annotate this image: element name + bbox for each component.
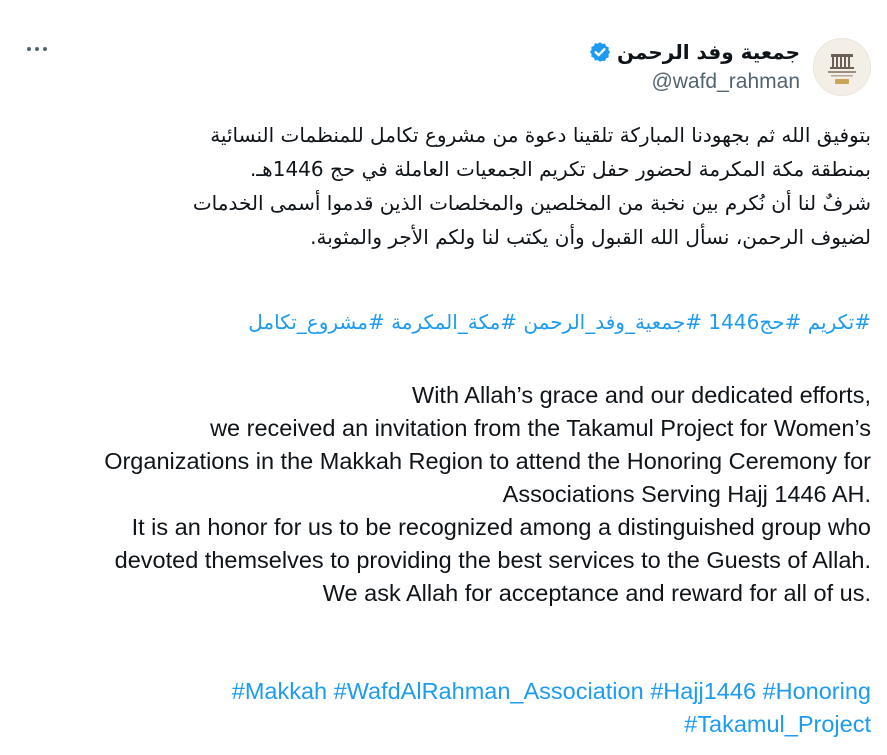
more-dot (43, 47, 47, 51)
post-text-english (21, 379, 871, 610)
display-name[interactable]: جمعية وفد الرحمن (616, 40, 800, 64)
more-dot (35, 47, 39, 51)
hashtag-link[interactable]: #مشروع_تكامل (248, 310, 385, 334)
hashtag-link[interactable]: #مكة_المكرمة (391, 310, 518, 334)
hashtag-link[interactable]: #Takamul_Project (684, 711, 871, 737)
text-line: بمنطقة مكة المكرمة لحضور حفل تكريم الجمعيات العاملة في حج 1446هـ. (249, 157, 871, 181)
arabic-hashtags (21, 305, 871, 339)
text-line: لضيوف الرحمن، نسأل الله القبول وأن يكتب لنا ولكم الأجر والمثوبة. (310, 225, 871, 249)
verified-badge-icon (589, 41, 611, 63)
display-name-row (589, 38, 800, 66)
more-options-button[interactable] (22, 38, 52, 60)
author-names (589, 38, 800, 96)
text-line: With Allah’s grace and our dedicated efforts, (412, 382, 871, 408)
text-line: It is an honor for us to be recognized among a distinguished group who (131, 514, 871, 540)
association-logo (814, 39, 870, 95)
english-hashtags (21, 675, 871, 741)
post-text-arabic (21, 118, 871, 254)
avatar[interactable] (813, 38, 871, 96)
hashtag-link[interactable]: #تكريم (807, 310, 871, 334)
text-line: بتوفيق الله ثم بجهودنا المباركة تلقينا دعوة من مشروع تكامل للمنظمات النسائية (210, 123, 871, 147)
text-line: we received an invitation from the Takamul Project for Women’s (210, 415, 871, 441)
handle[interactable]: @wafd_rahman (651, 70, 800, 93)
hashtag-link[interactable]: #جمعية_وفد_الرحمن (523, 310, 703, 334)
hashtag-link[interactable]: #Honoring (762, 678, 871, 704)
text-line: شرفٌ لنا أن نُكرم بين نخبة من المخلصين والمخلصات الذين قدموا أسمى الخدمات (192, 191, 871, 215)
text-line: Organizations in the Makkah Region to attend the Honoring Ceremony for (104, 448, 871, 474)
text-line: devoted themselves to providing the best services to the Guests of Allah. (114, 547, 871, 573)
hashtag-link[interactable]: #WafdAlRahman_Association (333, 678, 644, 704)
hashtag-link[interactable]: #حج1446 (708, 310, 802, 334)
hashtag-line (21, 708, 871, 741)
text-line: We ask Allah for acceptance and reward for all of us. (322, 580, 871, 606)
post-header (0, 0, 887, 110)
text-line: Associations Serving Hajj 1446 AH. (502, 481, 871, 507)
hashtag-link[interactable]: #Hajj1446 (650, 678, 757, 704)
more-dot (27, 47, 31, 51)
hashtag-line (232, 678, 871, 704)
hashtag-link[interactable]: #Makkah (231, 678, 328, 704)
